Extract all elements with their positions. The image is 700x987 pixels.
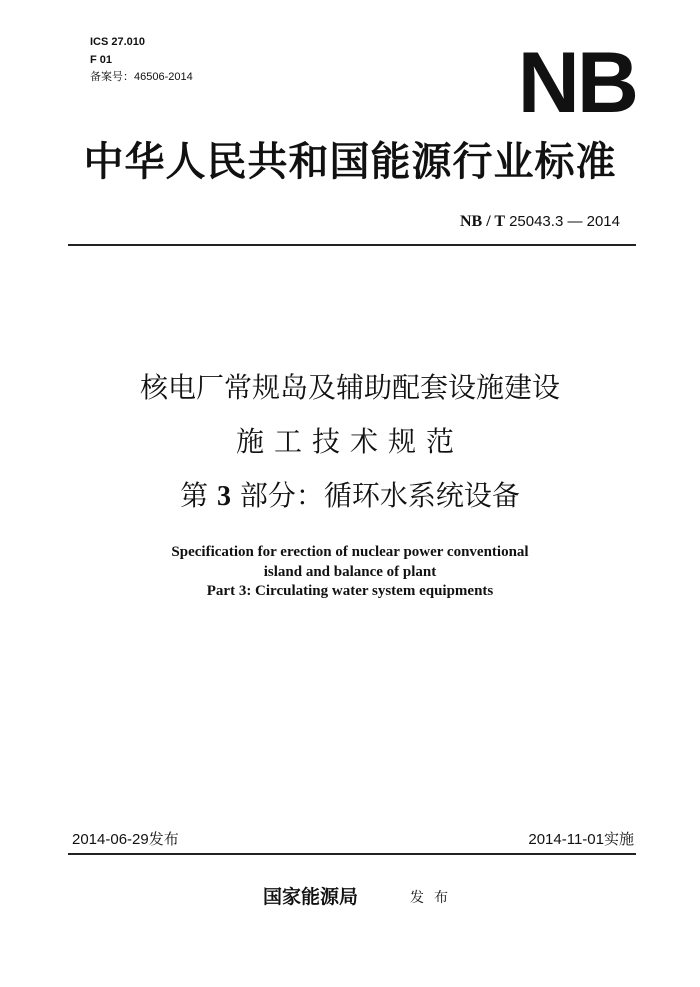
issue-date: 2014-06-29发布 [72,831,179,848]
ics-code: ICS 27.010 [90,36,146,48]
standard-number-value: 25043.3 — 2014 [509,213,620,230]
nb-logo: NB [517,35,636,131]
publisher-action: 发布 [410,890,458,906]
top-divider [68,244,636,246]
title-en-line-3: Part 3: Circulating water system equipments [206,583,494,599]
title-en-line-1: Specification for erection of nuclear power conventional [171,544,529,560]
title-zh-line-3-suffix: 部分：循环水系统设备 [239,479,520,512]
title-zh-line-2: 施工技术规范 [235,425,464,458]
publisher-name: 国家能源局 [263,886,359,908]
title-en-line-2: island and balance of plant [263,564,437,580]
implementation-date: 2014-11-01实施 [528,831,634,848]
standard-category-title: 中华人民共和国能源行业标准 [83,138,617,185]
title-zh-part-number: 3 [217,481,231,512]
record-number: 备案号：46506-2014 [90,71,193,83]
title-zh-line-1: 核电厂常规岛及辅助配套设施建设 [139,371,560,404]
title-zh-line-3 [0,478,700,515]
classification-code: F 01 [90,54,113,66]
standard-code: NB / T [460,213,506,230]
standard-number [460,212,620,232]
bottom-divider [68,853,636,855]
title-zh-line-3-prefix: 第 [180,479,209,512]
